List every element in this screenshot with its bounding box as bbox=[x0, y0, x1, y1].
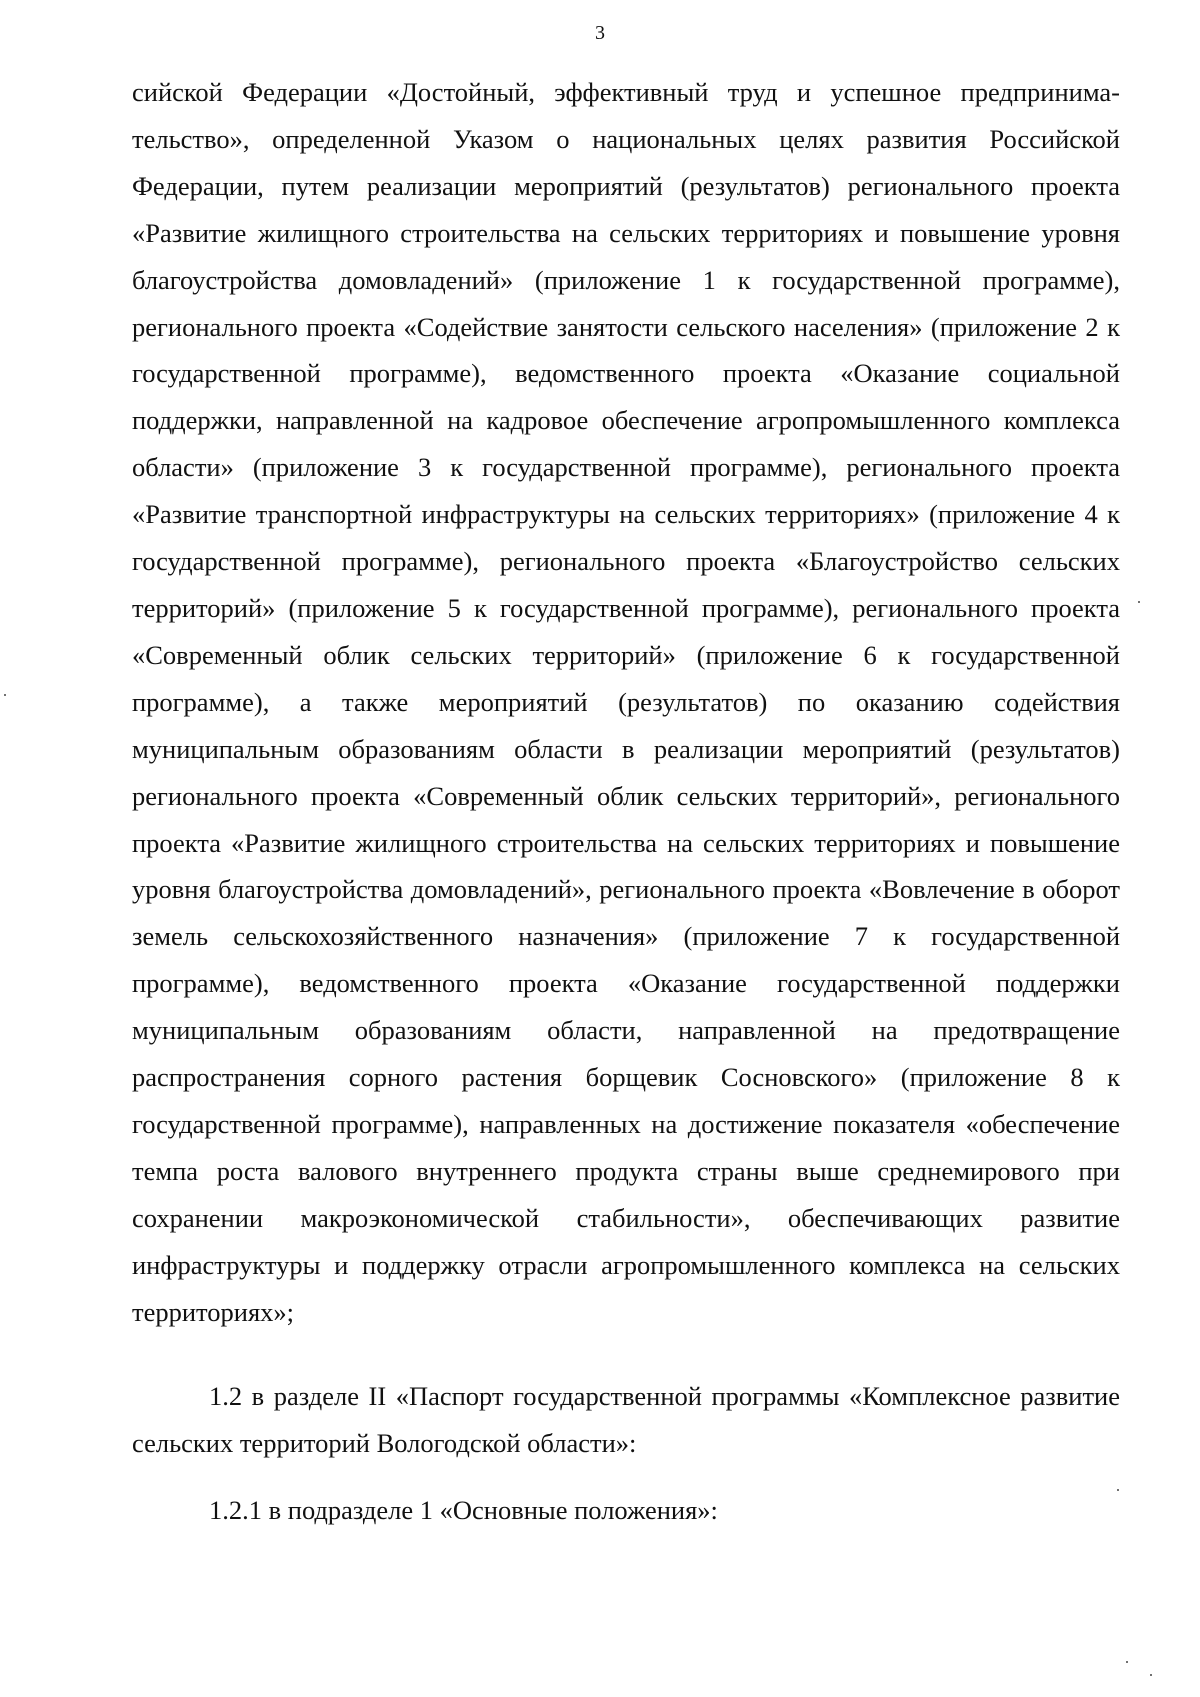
page-number: 3 bbox=[595, 22, 605, 44]
body-paragraph: сийской Федерации «Достойный, эффективный труд и успешное предпринимательство», определенной Указом о национальных целях развития Российской Федерации, путем реализации мероприятий (результатов) регионального проекта «Развитие жилищного строительства на сельских территориях и повышение уровня благоустройства домовладений» (приложение 1 к государственной программе), регионального проекта «Содействие занятости сельского населения» (приложение 2 к государственной программе), ведомственного проекта «Оказание социальной поддержки, направленной на кадровое обеспечение агропромышленного комплекса области» (приложение 3 к государственной программе), регионального проекта «Развитие транспортной инфраструктуры на сельских территориях» (приложение 4 к государственной программе), регионального проекта «Благоустройство сельских территорий» (приложение 5 к государственной программе), регионального проекта «Современный облик сельских территорий» (приложение 6 к государственной программе), а также мероприятий (результатов) по оказанию содействия муниципальным образованиям области в реализации мероприятий (результатов) регионального проекта «Современный облик сельских территорий», регионального проекта «Развитие жилищного строительства на сельских территориях и повышение уровня благоустройства домовладений», регионального проекта «Вовлечение в оборот земель сельскохозяйственного назначения» (приложение 7 к государственной программе), ведомственного проекта «Оказание государственной поддержки муниципальным образованиям области, направленной на предотвращение распространения сорного растения борщевик Сосновского» (приложение 8 к государственной программе), направленных на достижение показателя «обеспечение темпа роста валового внутреннего продукта страны выше среднемирового при сохранении макроэкономической стабильности», обеспечивающих развитие инфраструктуры и поддержку отрасли агропромышленного комплекса на сельских территориях»; bbox=[132, 77, 1120, 1327]
scan-speck bbox=[1138, 601, 1140, 603]
scan-speck bbox=[1126, 1661, 1128, 1663]
scan-speck bbox=[1150, 1674, 1152, 1676]
item-1-2-1-paragraph: 1.2.1 в подразделе 1 «Основные положения»: bbox=[209, 1495, 718, 1525]
scan-speck bbox=[1117, 1489, 1119, 1491]
item-1-2-paragraph: 1.2 в разделе II «Паспорт государственной программы «Комплексное развитие сельских территорий Вологодской области»: bbox=[132, 1381, 1120, 1458]
scan-speck bbox=[4, 694, 6, 696]
